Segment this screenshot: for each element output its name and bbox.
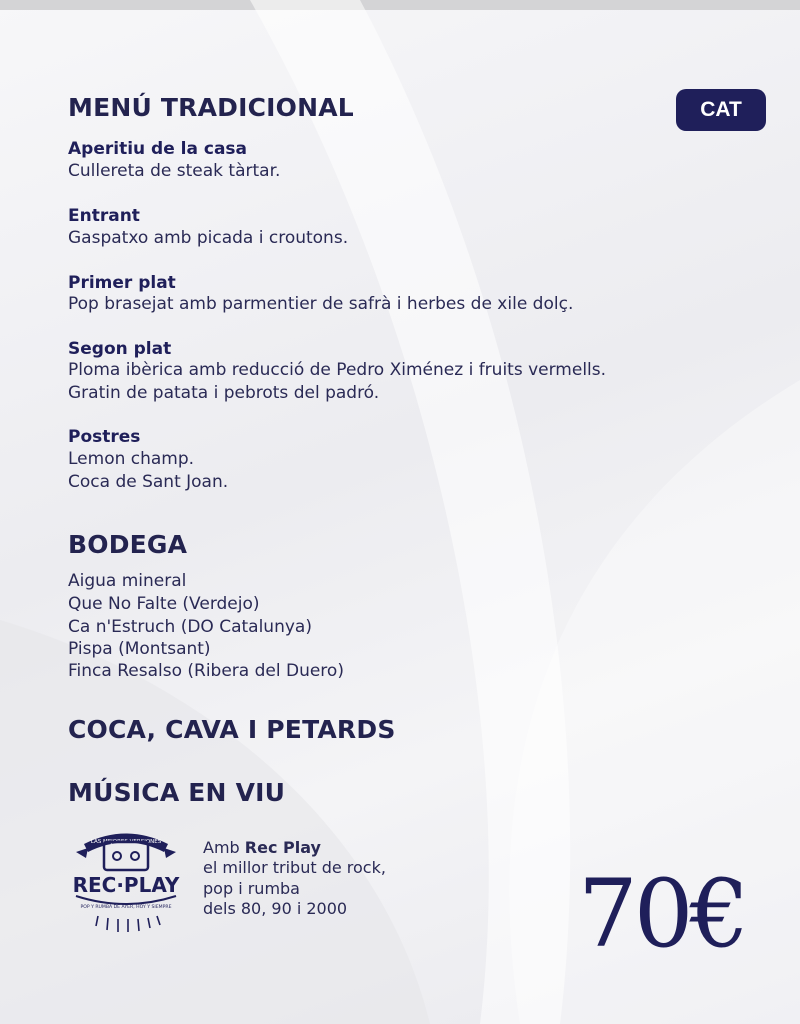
bodega-item: Finca Resalso (Ribera del Duero) [68, 661, 344, 681]
rec-play-logo [68, 826, 184, 936]
bodega-title: BODEGA [68, 530, 188, 559]
logo-wordmark: REC·PLAY [72, 873, 180, 897]
bodega-item: Pispa (Montsant) [68, 639, 211, 659]
logo-tagline-top: LAS MEJORES VERSIONES [90, 839, 162, 845]
coca-title: COCA, CAVA I PETARDS [68, 715, 396, 744]
menu-price: 70€ [578, 860, 746, 969]
bodega-item: Que No Falte (Verdejo) [68, 594, 260, 614]
course-label: Entrant [68, 206, 140, 226]
band-line: dels 80, 90 i 2000 [203, 899, 348, 918]
language-badge[interactable]: CAT [676, 89, 766, 131]
course-label: Primer plat [68, 273, 176, 293]
musica-title: MÚSICA EN VIU [68, 778, 286, 807]
band-line: el millor tribut de rock, [203, 858, 386, 877]
band-prefix: Amb [203, 838, 240, 857]
band-intro [203, 838, 321, 857]
logo-tagline-bottom: POP Y RUMBA DE AYER, HOY Y SIEMPRE [80, 905, 172, 910]
band-name: Rec Play [244, 838, 321, 857]
course-label: Postres [68, 427, 141, 447]
course-line: Gaspatxo amb picada i croutons. [68, 228, 349, 248]
bodega-item: Ca n'Estruch (DO Catalunya) [68, 617, 312, 637]
course-label: Segon plat [68, 339, 172, 359]
band-line: pop i rumba [203, 879, 300, 898]
bodega-item: Aigua mineral [68, 571, 187, 591]
course-line: Lemon champ. [68, 449, 195, 469]
course-label: Aperitiu de la casa [68, 139, 248, 159]
course-line: Ploma ibèrica amb reducció de Pedro Ximénez i fruits vermells. [68, 360, 607, 380]
menu-title: MENÚ TRADICIONAL [68, 93, 354, 122]
course-line: Gratin de patata i pebrots del padró. [68, 383, 380, 403]
course-line: Cullereta de steak tàrtar. [68, 161, 281, 181]
course-line: Pop brasejat amb parmentier de safrà i herbes de xile dolç. [68, 294, 574, 314]
course-line: Coca de Sant Joan. [68, 472, 229, 492]
